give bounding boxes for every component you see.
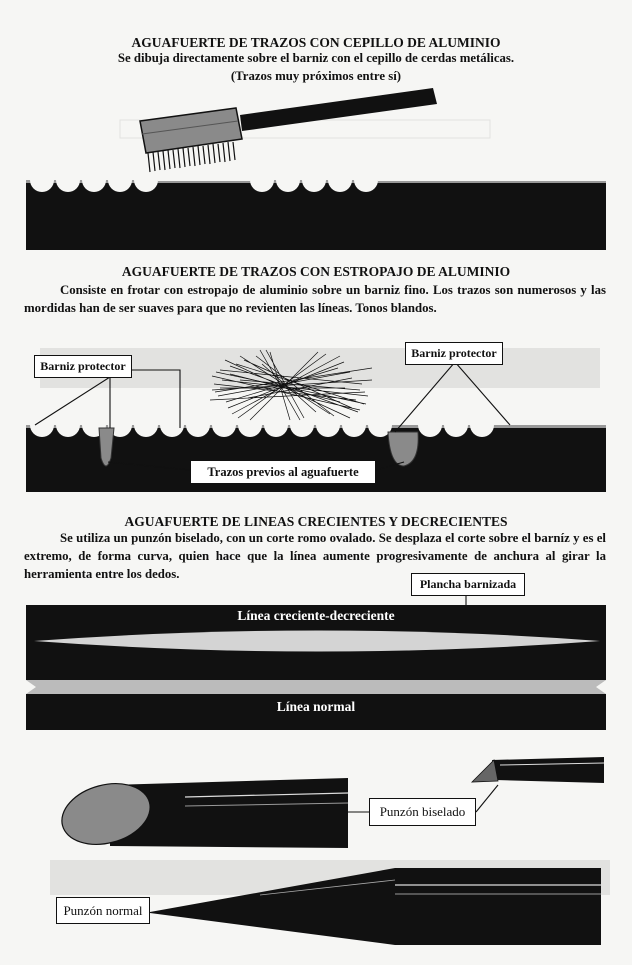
plate-brush-etch [26,179,606,250]
label-beveled-punch: Punzón biselado [369,798,476,826]
section2-paragraph: Consiste en frotar con estropajo de aluminio sobre un barniz fino. Los trazos son numerosos y las mordidas han de ser suaves para que no revienten las líneas. Tonos blandos. [24,283,606,315]
section1-note: (Trazos muy próximos entre sí) [230,69,402,83]
label-growing-line: Línea creciente-decreciente [237,608,395,623]
section2-title: AGUAFUERTE DE TRAZOS CON ESTROPAJO DE ALUMINIO [121,264,511,279]
label-normal-line: Línea normal [276,699,356,714]
label-varnished-plate: Plancha barnizada [411,573,525,596]
label-protective-varnish-right: Barniz protector [405,342,503,365]
section1-description: Se dibuja directamente sobre el barniz con el cepillo de cerdas metálicas. [117,51,515,65]
label-protective-varnish-left: Barniz protector [34,355,132,378]
section3-title: AGUAFUERTE DE LINEAS CRECIENTES Y DECRECIENTES [124,514,508,529]
aluminum-brush-illustration [140,88,437,172]
label-previous-strokes: Trazos previos al aguafuerte [190,460,376,484]
label-normal-punch: Punzón normal [56,897,150,924]
section3-paragraph: Se utiliza un punzón biselado, con un corte romo ovalado. Se desplaza el corte sobre el barníz y es el extremo, de forma curva, quien hace que la línea aumente progresivamente de anchura al girar la herramienta entre los dedos. [24,531,606,581]
beveled-punch-illustration [55,757,604,854]
section1-title: AGUAFUERTE DE TRAZOS CON CEPILLO DE ALUMINIO [131,35,501,50]
